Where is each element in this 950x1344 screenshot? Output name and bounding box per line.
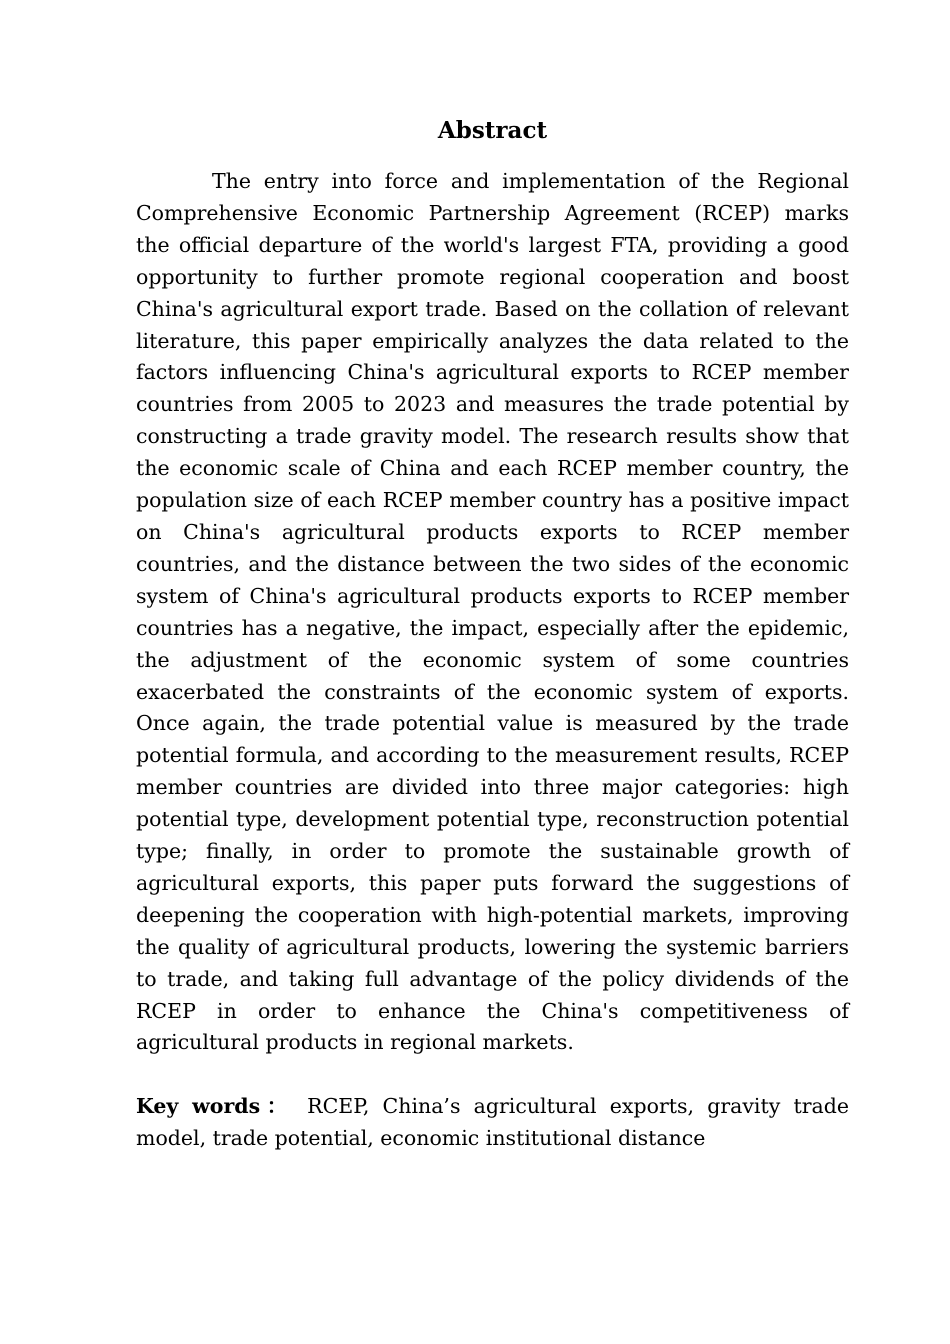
keywords-text: RCEP, China’s agricultural exports, gravity trade model, trade potential, economic institutional distance (136, 1094, 849, 1151)
abstract-body: The entry into force and implementation of the Regional Comprehensive Economic Partnership Agreement (RCEP) marks the official departure of the world's largest FTA, providing a good opportunity to further promote regional cooperation and boost China's agricultural export trade. Based on the collation of relevant literature, this paper empirically analyzes the data related to the factors influencing China's agricultural exports to RCEP member countries from 2005 to 2023 and measures the trade potential by constructing a trade gravity model. The research results show that the economic scale of China and each RCEP member country, the population size of each RCEP member country has a positive impact on China's agricultural products exports to RCEP member countries, and the distance between the two sides of the economic system of China's agricultural products exports to RCEP member countries has a negative, the impact, especially after the epidemic, the adjustment of the economic system of some countries exacerbated the constraints of the economic system of exports. Once again, the trade potential value is measured by the trade potential formula, and according to the measurement results, RCEP member countries are divided into three major categories: high potential type, development potential type, reconstruction potential type; finally, in order to promote the sustainable growth of agricultural exports, this paper puts forward the suggestions of deepening the cooperation with high-potential markets, improving the quality of agricultural products, lowering the systemic barriers to trade, and taking full advantage of the policy dividends of the RCEP in order to enhance the China's competitiveness of agricultural products in regional markets. (136, 169, 849, 1055)
keywords-paragraph (136, 1091, 849, 1155)
abstract-page (136, 110, 849, 1155)
abstract-title: Abstract (437, 117, 548, 144)
keywords-label: Key words： (136, 1094, 294, 1119)
